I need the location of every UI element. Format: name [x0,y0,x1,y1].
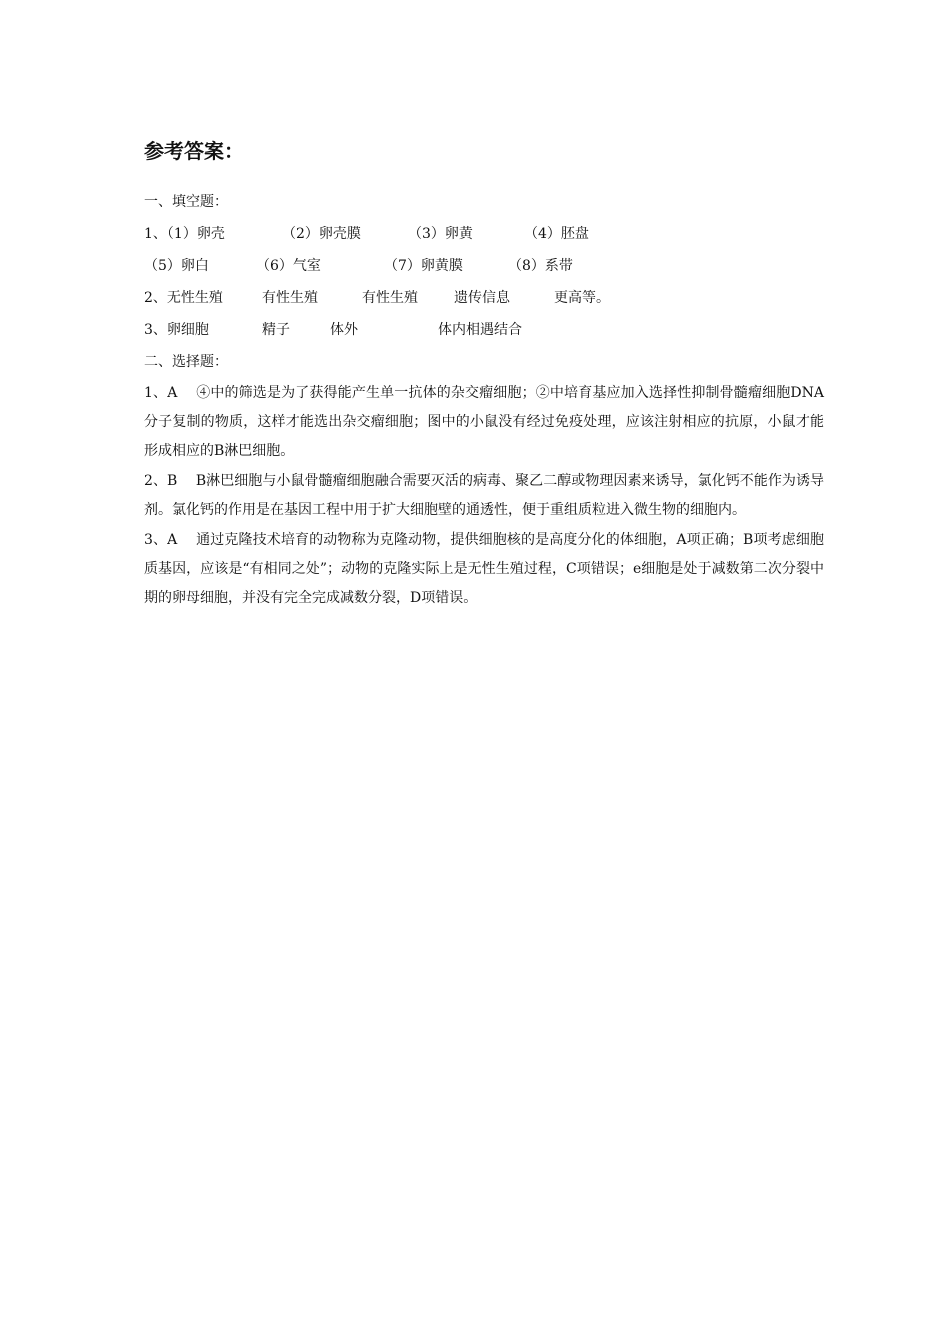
q1-answer-7: （7）卵黄膜 [384,258,463,274]
q1-answer-3: （3）卵黄 [408,226,473,242]
choice-answer-2: 2、B B淋巴细胞与小鼠骨髓瘤细胞融合需要灭活的病毒、聚乙二醇或物理因素来诱导，氯化钙不能作为诱导剂。氯化钙的作用是在基因工程中用于扩大细胞壁的通透性，便于重组质粒进入微生物的细胞内。 [144,473,824,518]
q1-answer-2: （2）卵壳膜 [282,226,361,242]
q2-answer-3: 有性生殖 [362,290,418,306]
q2-answer-2: 有性生殖 [262,290,318,306]
q3-answer-1: 3、卵细胞 [144,322,209,338]
q2-row [144,282,824,314]
choice-answer-3: 3、A 通过克隆技术培育的动物称为克隆动物，提供细胞核的是高度分化的体细胞，A项正确；B项考虑细胞质基因，应该是“有相同之处”；动物的克隆实际上是无性生殖过程，C项错误；e细胞是处于减数第二次分裂中期的卵母细胞，并没有完全完成减数分裂，D项错误。 [144,532,824,606]
q2-answer-5: 更高等。 [554,290,610,306]
q2-answer-4: 遗传信息 [454,290,510,306]
choice-answer-1: 1、A ④中的筛选是为了获得能产生单一抗体的杂交瘤细胞；②中培育基应加入选择性抑制骨髓瘤细胞DNA分子复制的物质，这样才能选出杂交瘤细胞；图中的小鼠没有经过免疫处理，应该注射相应的抗原，小鼠才能形成相应的B淋巴细胞。 [144,385,824,459]
q3-answer-2: 精子 [262,322,290,338]
q1-row1 [144,218,824,250]
choice-heading: 二、选择题： [144,354,228,370]
q1-answer-4: （4）胚盘 [524,226,589,242]
q1-answer-5: （5）卵白 [144,258,209,274]
q3-answer-3: 体外 [330,322,358,338]
q1-row2 [144,250,824,282]
page-title: 参考答案： [144,139,244,163]
fill-blank-heading: 一、填空题： [144,194,228,210]
q1-answer-6: （6）气室 [256,258,321,274]
q2-answer-1: 2、无性生殖 [144,290,223,306]
q1-answer-8: （8）系带 [508,258,573,274]
q3-row [144,314,824,346]
q3-answer-4: 体内相遇结合 [438,322,522,338]
answer-page [144,136,824,613]
q1-answer-1: 1、（1）卵壳 [144,226,225,242]
